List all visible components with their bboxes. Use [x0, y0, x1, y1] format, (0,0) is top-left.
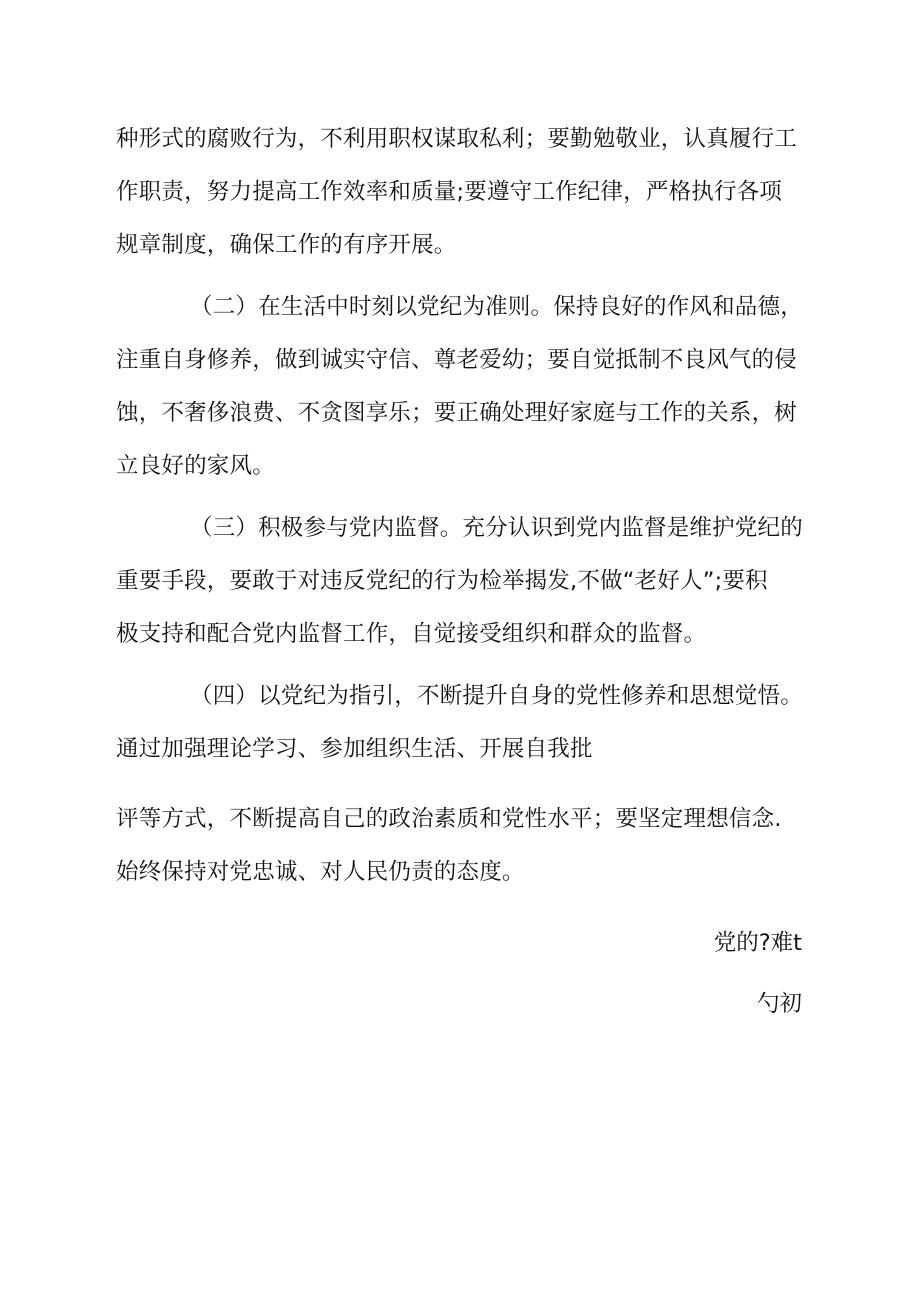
paragraph-line: 注重自身修养，做到诚实守信、尊老爱幼；要自觉抵制不良风气的侵 [116, 347, 798, 373]
paragraph-line: 蚀，不奢侈浪费、不贪图享乐；要正确处理好家庭与工作的关系，树 [116, 400, 798, 426]
paragraph-5 [116, 793, 806, 899]
paragraph-1 [116, 113, 806, 272]
paragraph-line: 通过加强理论学习、参加组织生活、开展自我批 [116, 736, 593, 762]
paragraph-line: 评等方式，不断提高自己的政治素质和党性水平；要坚定理想信念. [116, 806, 782, 832]
paragraph-line: （三）积极参与党内监督。充分认识到党内监督是维护党纪的 [190, 515, 803, 541]
paragraph-line: （四）以党纪为指引，不断提升自身的党性修养和思想觉悟。 [190, 683, 803, 709]
paragraph-line: 种形式的腐败行为，不利用职权谋取私利；要勤勉敬业，认真履行工 [116, 126, 798, 152]
paragraph-line: 极支持和配合党内监督工作，自觉接受组织和群众的监督。 [116, 621, 707, 647]
signature-line-1: 党的?难t [713, 930, 802, 956]
paragraph-3 [116, 502, 806, 661]
paragraph-line: 始终保持对党忠诚、对人民仍责的态度。 [116, 859, 525, 885]
paragraph-2 [116, 281, 806, 493]
paragraph-4 [116, 670, 806, 776]
paragraph-line: 重要手段，要敢于对违反党纪的行为检举揭发,不做“老好人”;要积 [116, 568, 768, 594]
paragraph-line: 作职责，努力提高工作效率和质量;要遵守工作纪律，严格执行各项 [116, 179, 783, 205]
paragraph-line: 立良好的家风。 [116, 453, 275, 479]
signature-line-2: 勺初 [756, 991, 802, 1017]
paragraph-line: （二）在生活中时刻以党纪为准则。保持良好的作风和品德， [190, 294, 803, 320]
paragraph-line: 规章制度，确保工作的有序开展。 [116, 232, 457, 258]
